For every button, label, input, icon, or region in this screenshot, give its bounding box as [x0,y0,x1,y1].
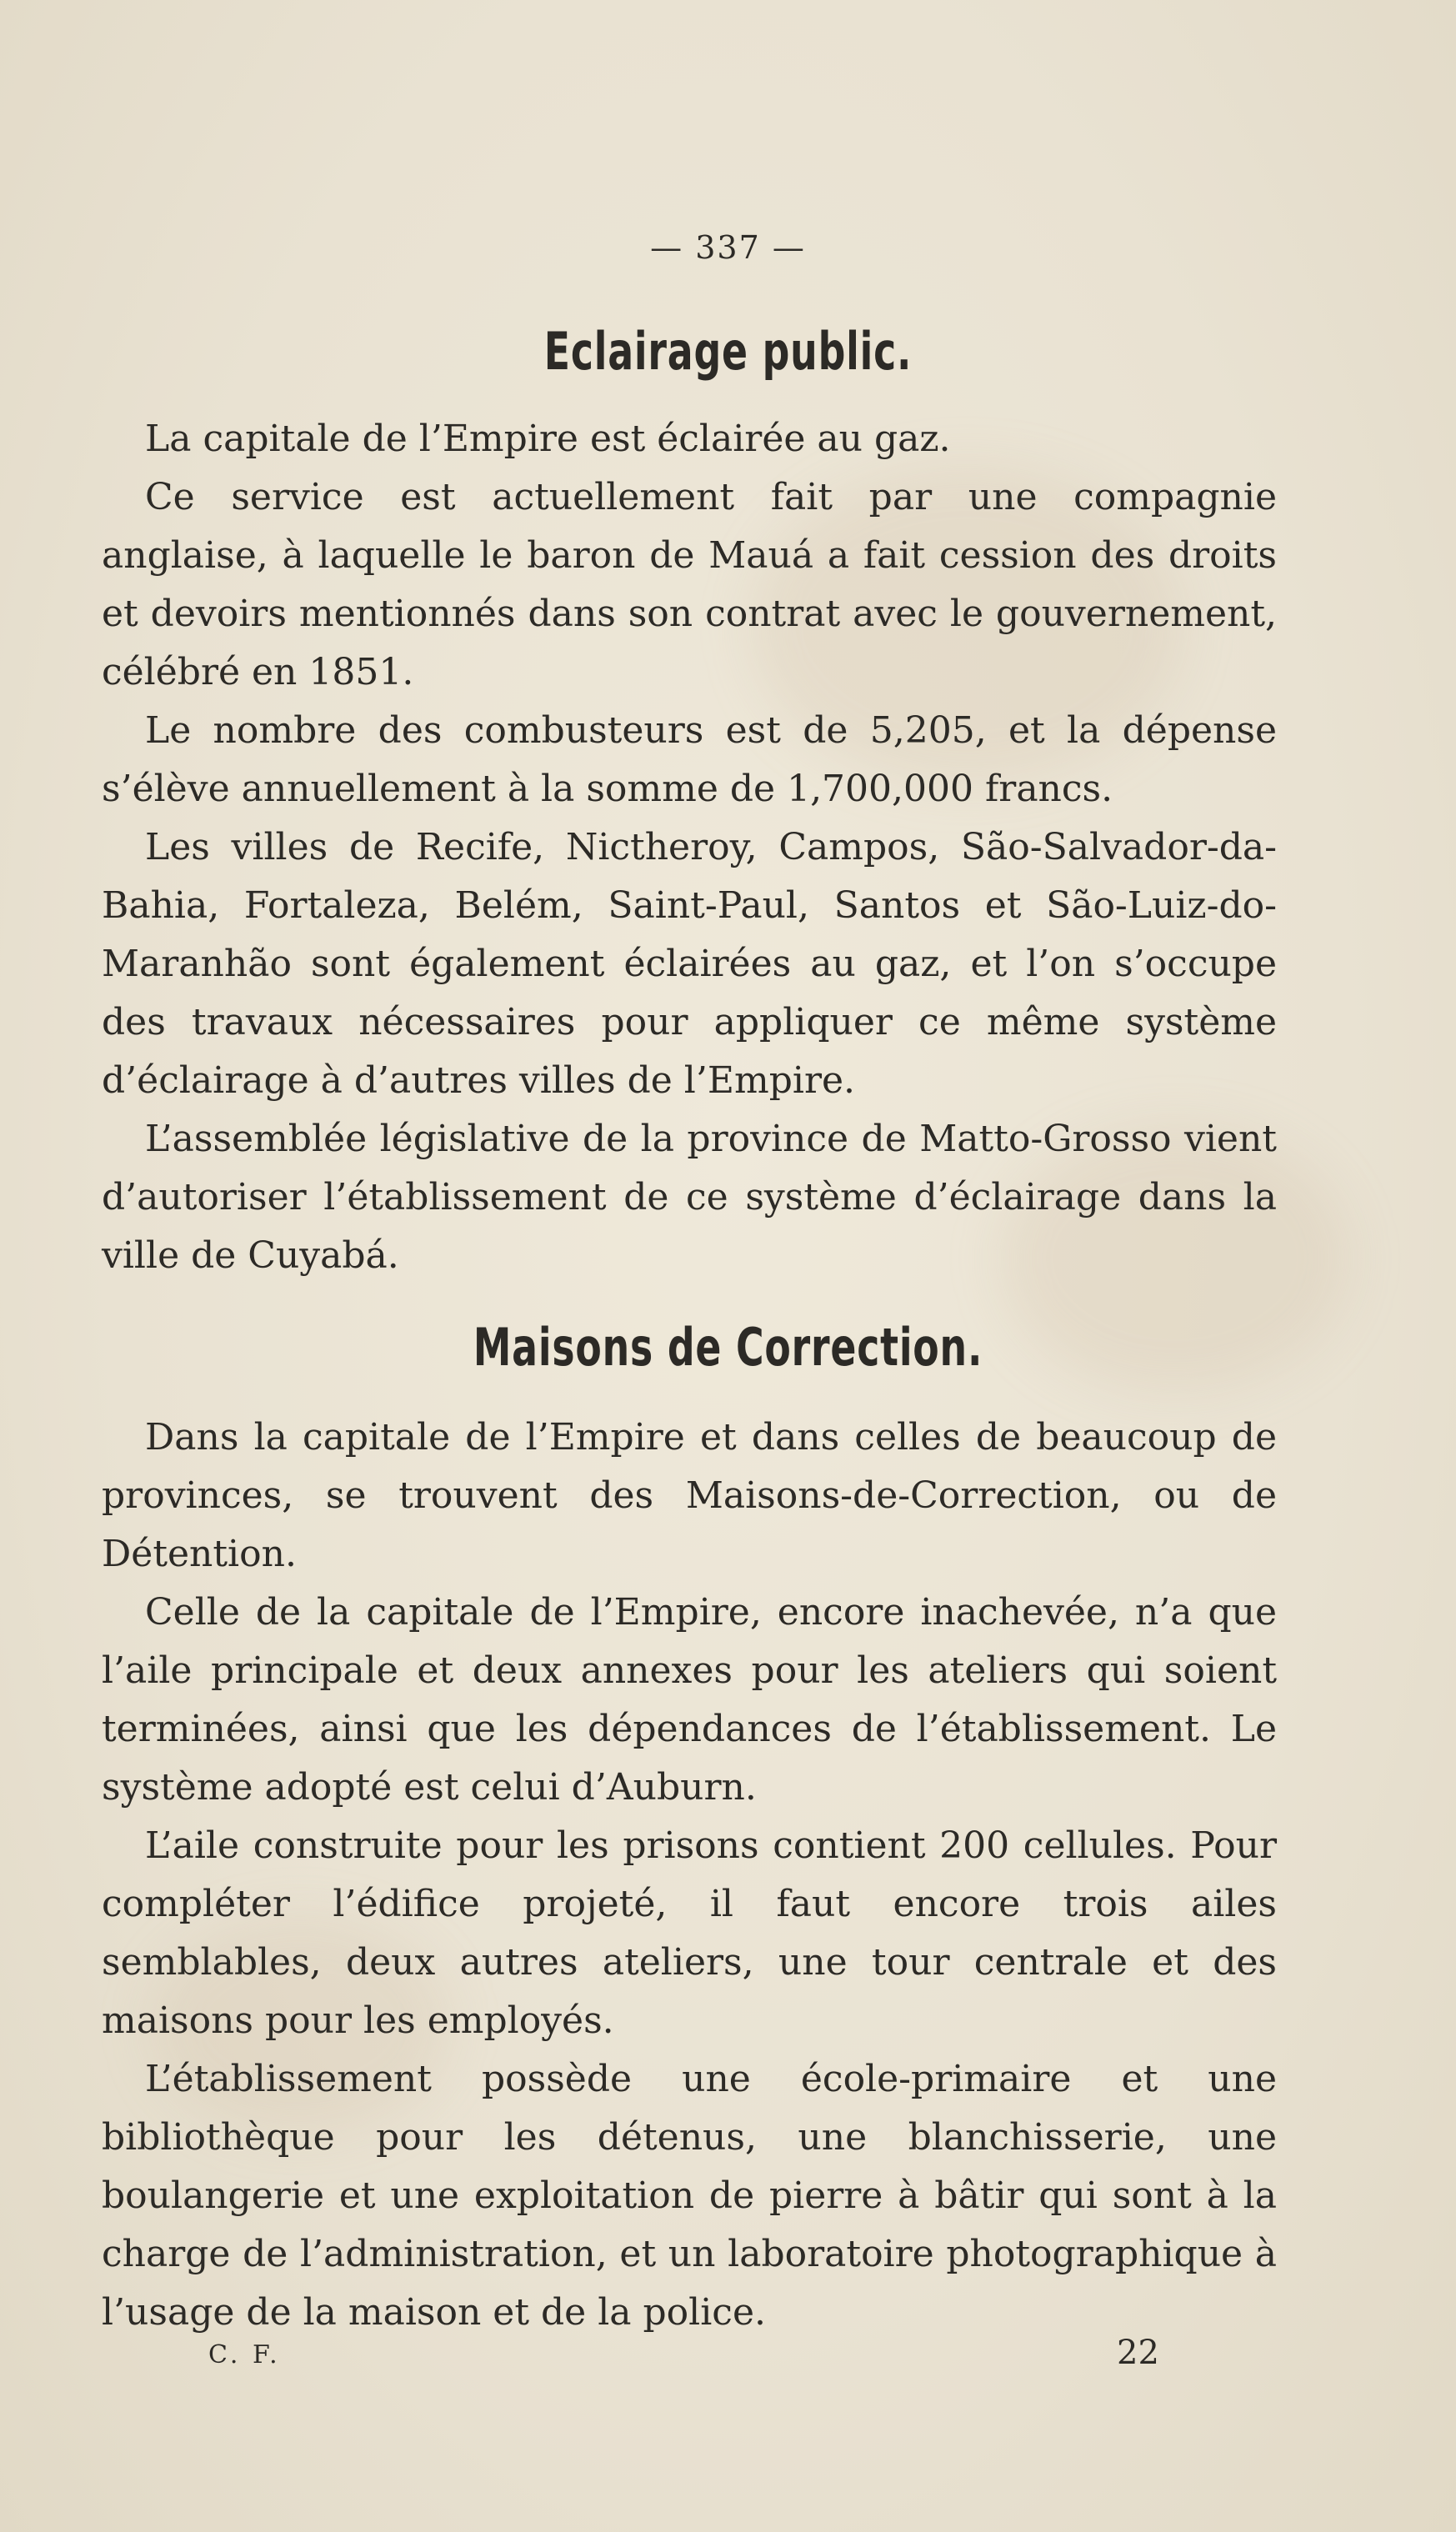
paragraph: Ce service est actuellement fait par une compagnie anglaise, à laquelle le baron de Mauá a fait cession des droits et devoirs mentionnés dans son contrat avec le gouvernement, célébré en 1851. [102,476,1277,693]
paragraph: Celle de la capitale de l’Empire, encore inachevée, n’a que l’aile principale et deux annexes pour les ateliers qui soient terminées, ainsi que les dépendances de l’établissement. Le système adopté est celui d’Auburn. [102,1591,1277,1809]
paragraph: Le nombre des combusteurs est de 5,205, et la dépense s’élève annuellement à la somme de 1,700,000 francs. [102,709,1277,810]
footer-sheet-number: 22 [1117,2334,1159,2372]
section-body-eclairage [102,410,1277,1285]
section-title-eclairage: Eclairage public. [543,321,913,382]
paragraph: L’aile construite pour les prisons contient 200 cellules. Pour compléter l’édifice projeté, il faut encore trois ailes semblables, deux autres ateliers, une tour centrale et des maisons pour les employés. [102,1824,1277,2042]
paragraph: L’établissement possède une école-primaire et une bibliothèque pour les détenus, une blanchisserie, une boulangerie et une exploitation de pierre à bâtir qui sont à la charge de l’administration, et un laboratoire photographique à l’usage de la maison et de la police. [102,2058,1277,2334]
paragraph: Dans la capitale de l’Empire et dans celles de beaucoup de provinces, se trouvent des Maisons-de-Correction, ou de Détention. [102,1416,1277,1575]
paragraph: La capitale de l’Empire est éclairée au gaz. [145,418,951,460]
page-number: — 337 — [650,229,806,266]
section-body-maisons [102,1409,1277,2342]
section-title-maisons: Maisons de Correction. [473,1317,983,1378]
paragraph: Les villes de Recife, Nictheroy, Campos, São-Salvador-da-Bahia, Fortaleza, Belém, Saint-Paul, Santos et São-Luiz-do-Maranhão sont également éclairées au gaz, et l’on s’occupe des travaux nécessaires pour appliquer ce même système d’éclairage à d’autres villes de l’Empire. [102,826,1277,1102]
footer-signature-mark: C. F. [208,2340,281,2369]
paragraph: L’assemblée législative de la province de Matto-Grosso vient d’autoriser l’établissement de ce système d’éclairage dans la ville de Cuyabá. [102,1118,1277,1277]
